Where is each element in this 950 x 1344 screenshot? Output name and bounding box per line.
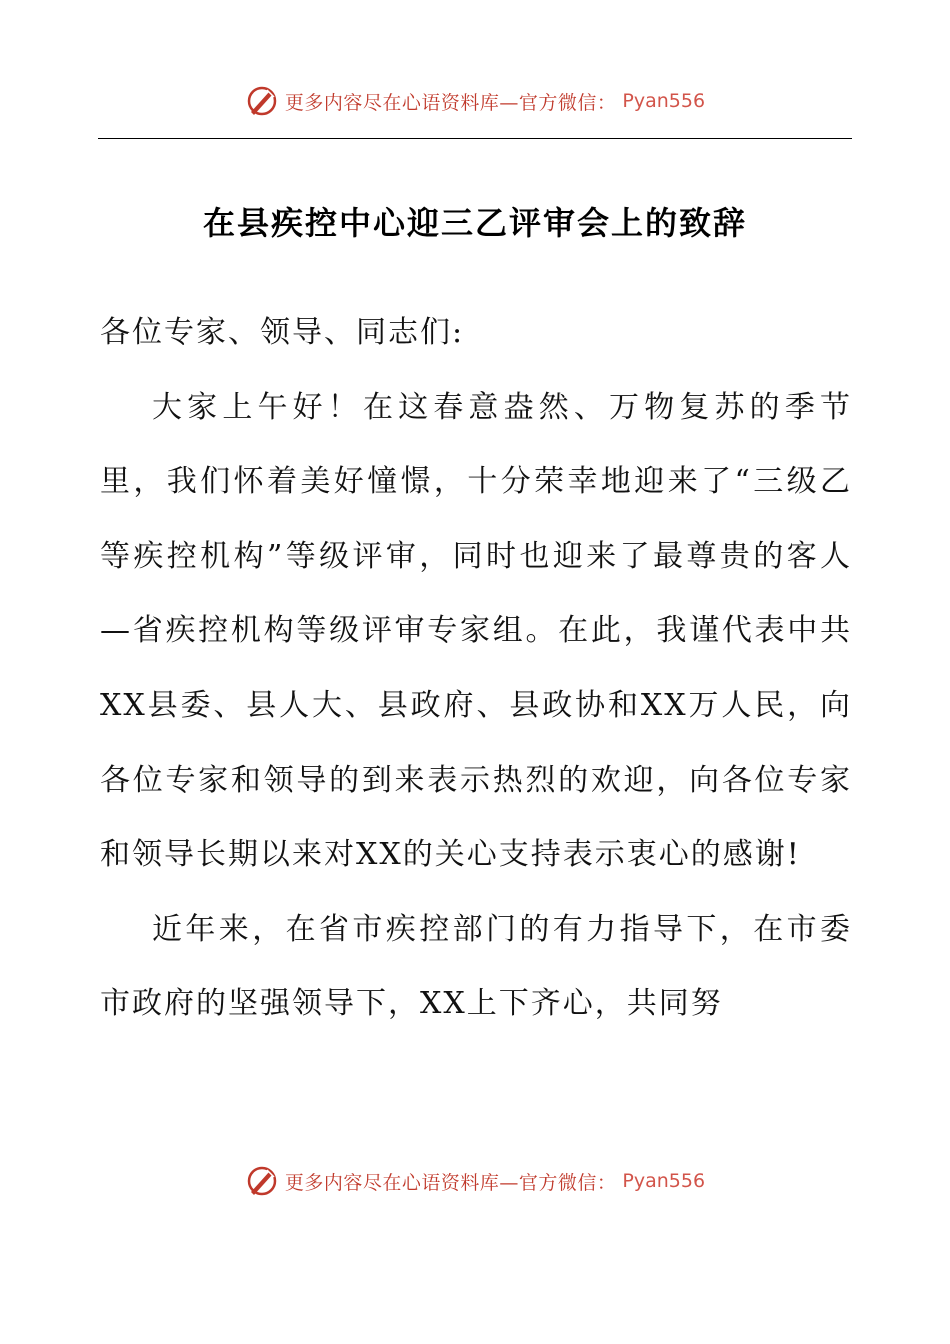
greeting: 各位专家、领导、同志们: (100, 315, 465, 350)
watermark-text: 更多内容尽在心语资料库—官方微信： (284, 1171, 617, 1194)
pen-logo-icon (245, 1164, 279, 1198)
pen-logo-icon (245, 84, 279, 118)
document-body (100, 296, 852, 1042)
header-divider (98, 138, 852, 139)
document-title: 在县疾控中心迎三乙评审会上的致辞 (202, 204, 747, 242)
paragraph-1: 大家上午好！在这春意盎然、万物复苏的季节里，我们怀着美好憧憬，十分荣幸地迎来了“三级乙等疾控机构”等级评审，同时也迎来了最尊贵的客人—省疾控机构等级评审专家组。在此，我谨代表中共XX县委、县人大、县政府、县政协和XX万人民，向各位专家和领导的到来表示热烈的欢迎，向各位专家和领导长期以来对XX的关心支持表示衷心的感谢! (100, 389, 852, 873)
footer-watermark (0, 1164, 950, 1198)
watermark-wechat-id: Pyan556 (622, 90, 706, 112)
paragraph-2: 近年来，在省市疾控部门的有力指导下，在市委市政府的坚强领导下，XX上下齐心，共同努 (100, 911, 852, 1022)
watermark-text: 更多内容尽在心语资料库—官方微信： (284, 91, 617, 114)
watermark-wechat-id: Pyan556 (622, 1170, 706, 1192)
header-watermark (0, 84, 950, 118)
